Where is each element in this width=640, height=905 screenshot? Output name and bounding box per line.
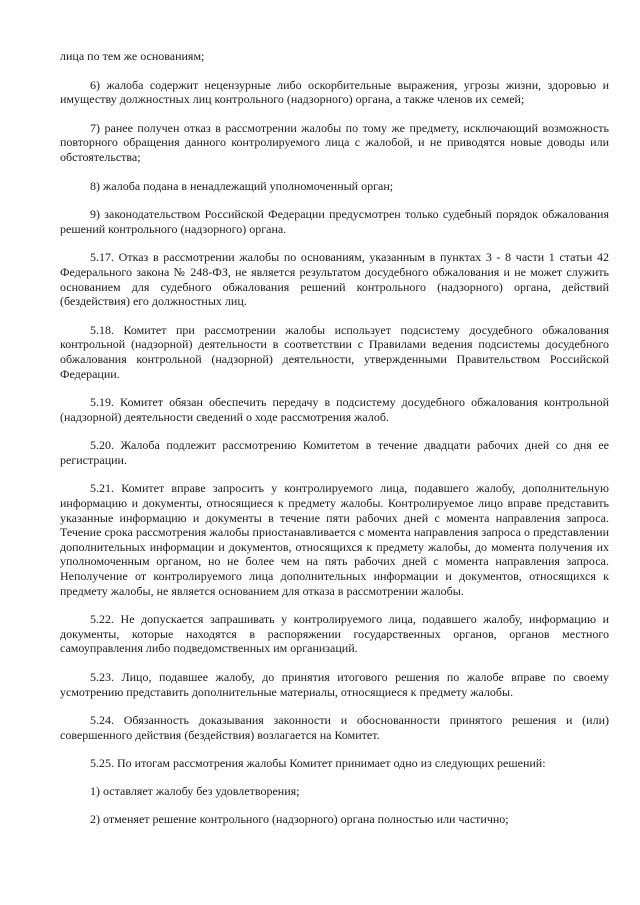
paragraph-5-21: 5.21. Комитет вправе запросить у контролируемого лица, подавшего жалобу, дополнительную информацию и документы, относящиеся к предмету жалобы. Контролируемое лицо вправе представить указанные информацию и документы в течение пяти рабочих дней с момента направления запроса. Течение срока рассмотрения жалобы приостанавливается с момента направления запроса о представлении дополнительных информации и документов, относящихся к предмету жалобы, до момента получения их уполномоченным органом, но не более чем на пять рабочих дней с момента направления запроса. Неполучение от контролируемого лица дополнительных информации и документов, относящихся к предмету жалобы, не является основанием для отказа в рассмотрении жалобы. — [60, 481, 609, 598]
paragraph-decision-1: 1) оставляет жалобу без удовлетворения; — [90, 783, 300, 798]
paragraph-5-23: 5.23. Лицо, подавшее жалобу, до принятия итогового решения по жалобе вправе по своему усмотрению представить дополнительные материалы, относящиеся к предмету жалобы. — [60, 670, 609, 699]
paragraph-5-18: 5.18. Комитет при рассмотрении жалобы использует подсистему досудебного обжалования контрольной (надзорной) деятельности в соответствии с Правилами ведения подсистемы досудебного обжалования контрольной (надзорной) деятельности, утвержденными Правительством Российской Федерации. — [60, 322, 609, 381]
paragraph-5-17: 5.17. Отказ в рассмотрении жалобы по основаниям, указанным в пунктах 3 - 8 части 1 статьи 42 Федерального закона № 248-ФЗ, не является результатом досудебного обжалования и не может служить основанием для судебного обжалования решений контрольного (надзорного) органа, действий (бездействия) его должностных лиц. — [60, 250, 609, 309]
paragraph-item-8: 8) жалоба подана в ненадлежащий уполномоченный орган; — [90, 178, 394, 193]
paragraph-5-22: 5.22. Не допускается запрашивать у контролируемого лица, подавшего жалобу, информацию и документы, которые находятся в распоряжении государственных органов, органов местного самоуправления либо подведомственных им организаций. — [60, 612, 609, 656]
paragraph-item-9: 9) законодательством Российской Федерации предусмотрен только судебный порядок обжалования решений контрольного (надзорного) органа. — [60, 207, 609, 236]
document-body — [60, 49, 609, 839]
paragraph-5-24: 5.24. Обязанность доказывания законности и обоснованности принятого решения и (или) совершенного действия (бездействия) возлагается на Комитет. — [60, 713, 609, 742]
paragraph-5-25: 5.25. По итогам рассмотрения жалобы Комитет принимает одно из следующих решений: — [90, 756, 546, 771]
paragraph-continuation: лица по тем же основаниям; — [60, 49, 205, 63]
paragraph-5-20: 5.20. Жалоба подлежит рассмотрению Комитетом в течение двадцати рабочих дней со дня ее регистрации. — [60, 438, 609, 467]
paragraph-decision-2: 2) отменяет решение контрольного (надзорного) органа полностью или частично; — [90, 811, 509, 826]
paragraph-item-6: 6) жалоба содержит нецензурные либо оскорбительные выражения, угрозы жизни, здоровью и имуществу должностных лиц контрольного (надзорного) органа, а также членов их семей; — [60, 77, 609, 107]
paragraph-item-7: 7) ранее получен отказ в рассмотрении жалобы по тому же предмету, исключающий возможность повторного обращения данного контролируемого лица с жалобой, и не приводятся новые доводы или обстоятельства; — [60, 120, 609, 164]
paragraph-5-19: 5.19. Комитет обязан обеспечить передачу в подсистему досудебного обжалования контрольной (надзорной) деятельности сведений о ходе рассмотрения жалоб. — [60, 395, 609, 424]
